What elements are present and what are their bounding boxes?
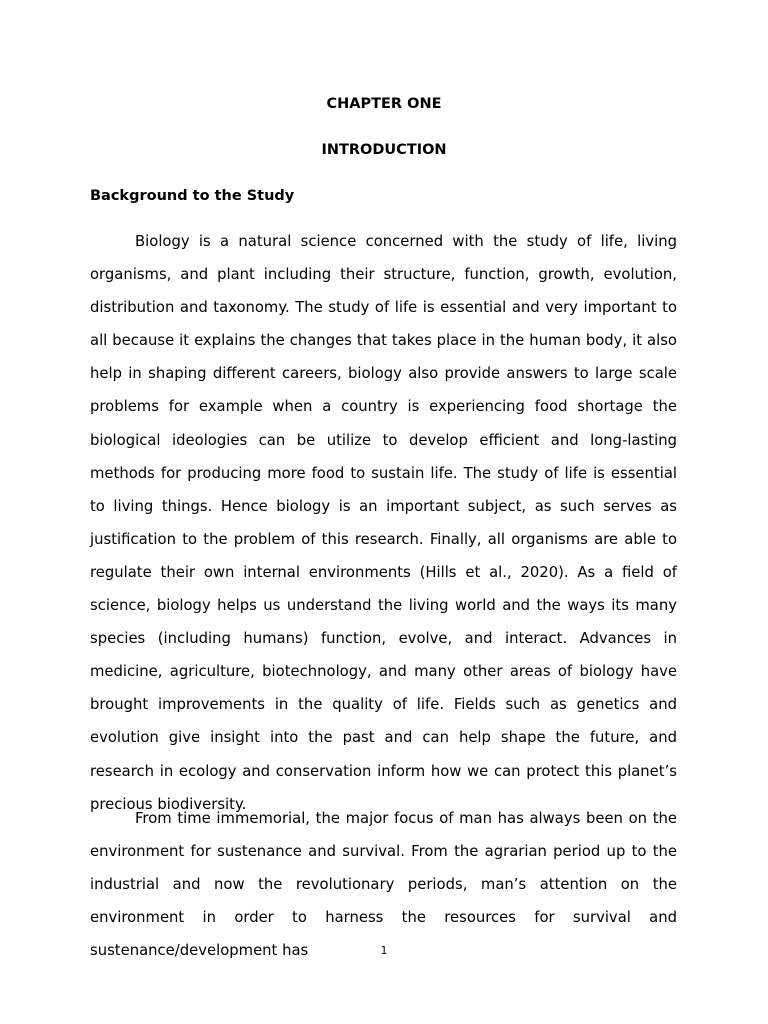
page-number: 1 xyxy=(380,944,388,957)
paragraph-2: From time immemorial, the major focus of man has always been on the environment for sustenance and survival. From the agrarian period up to the industrial and now the revolutionary periods, man’s attention on the environment in order to harness the resources for survival and sustenance/development has xyxy=(90,810,677,960)
paragraph-1: Biology is a natural science concerned with the study of life, living organisms, and plant including their structure, function, growth, evolution, distribution and taxonomy. The study of life is essential and very important to all because it explains the changes that takes place in the human body, it also help in shaping different careers, biology also provide answers to large scale problems for example when a country is experiencing food shortage the biological ideologies can be utilize to develop efficient and long-lasting methods for producing more food to sustain life. The study of life is essential to living things. Hence biology is an important subject, as such serves as justification to the problem of this research. Finally, all organisms are able to regulate their own internal environments (Hills et al., 2020). As a field of science, biology helps us understand the living world and the ways its many species (including humans) function, evolve, and interact. Advances in medicine, agriculture, biotechnology, and many other areas of biology have brought improvements in the quality of life. Fields such as genetics and evolution give insight into the past and can help shape the future, and research in ecology and conservation inform how we can protect this planet’s precious biodiversity. xyxy=(90,233,677,813)
chapter-title: INTRODUCTION xyxy=(321,142,447,158)
chapter-label: CHAPTER ONE xyxy=(326,96,442,112)
section-heading: Background to the Study xyxy=(90,188,295,204)
